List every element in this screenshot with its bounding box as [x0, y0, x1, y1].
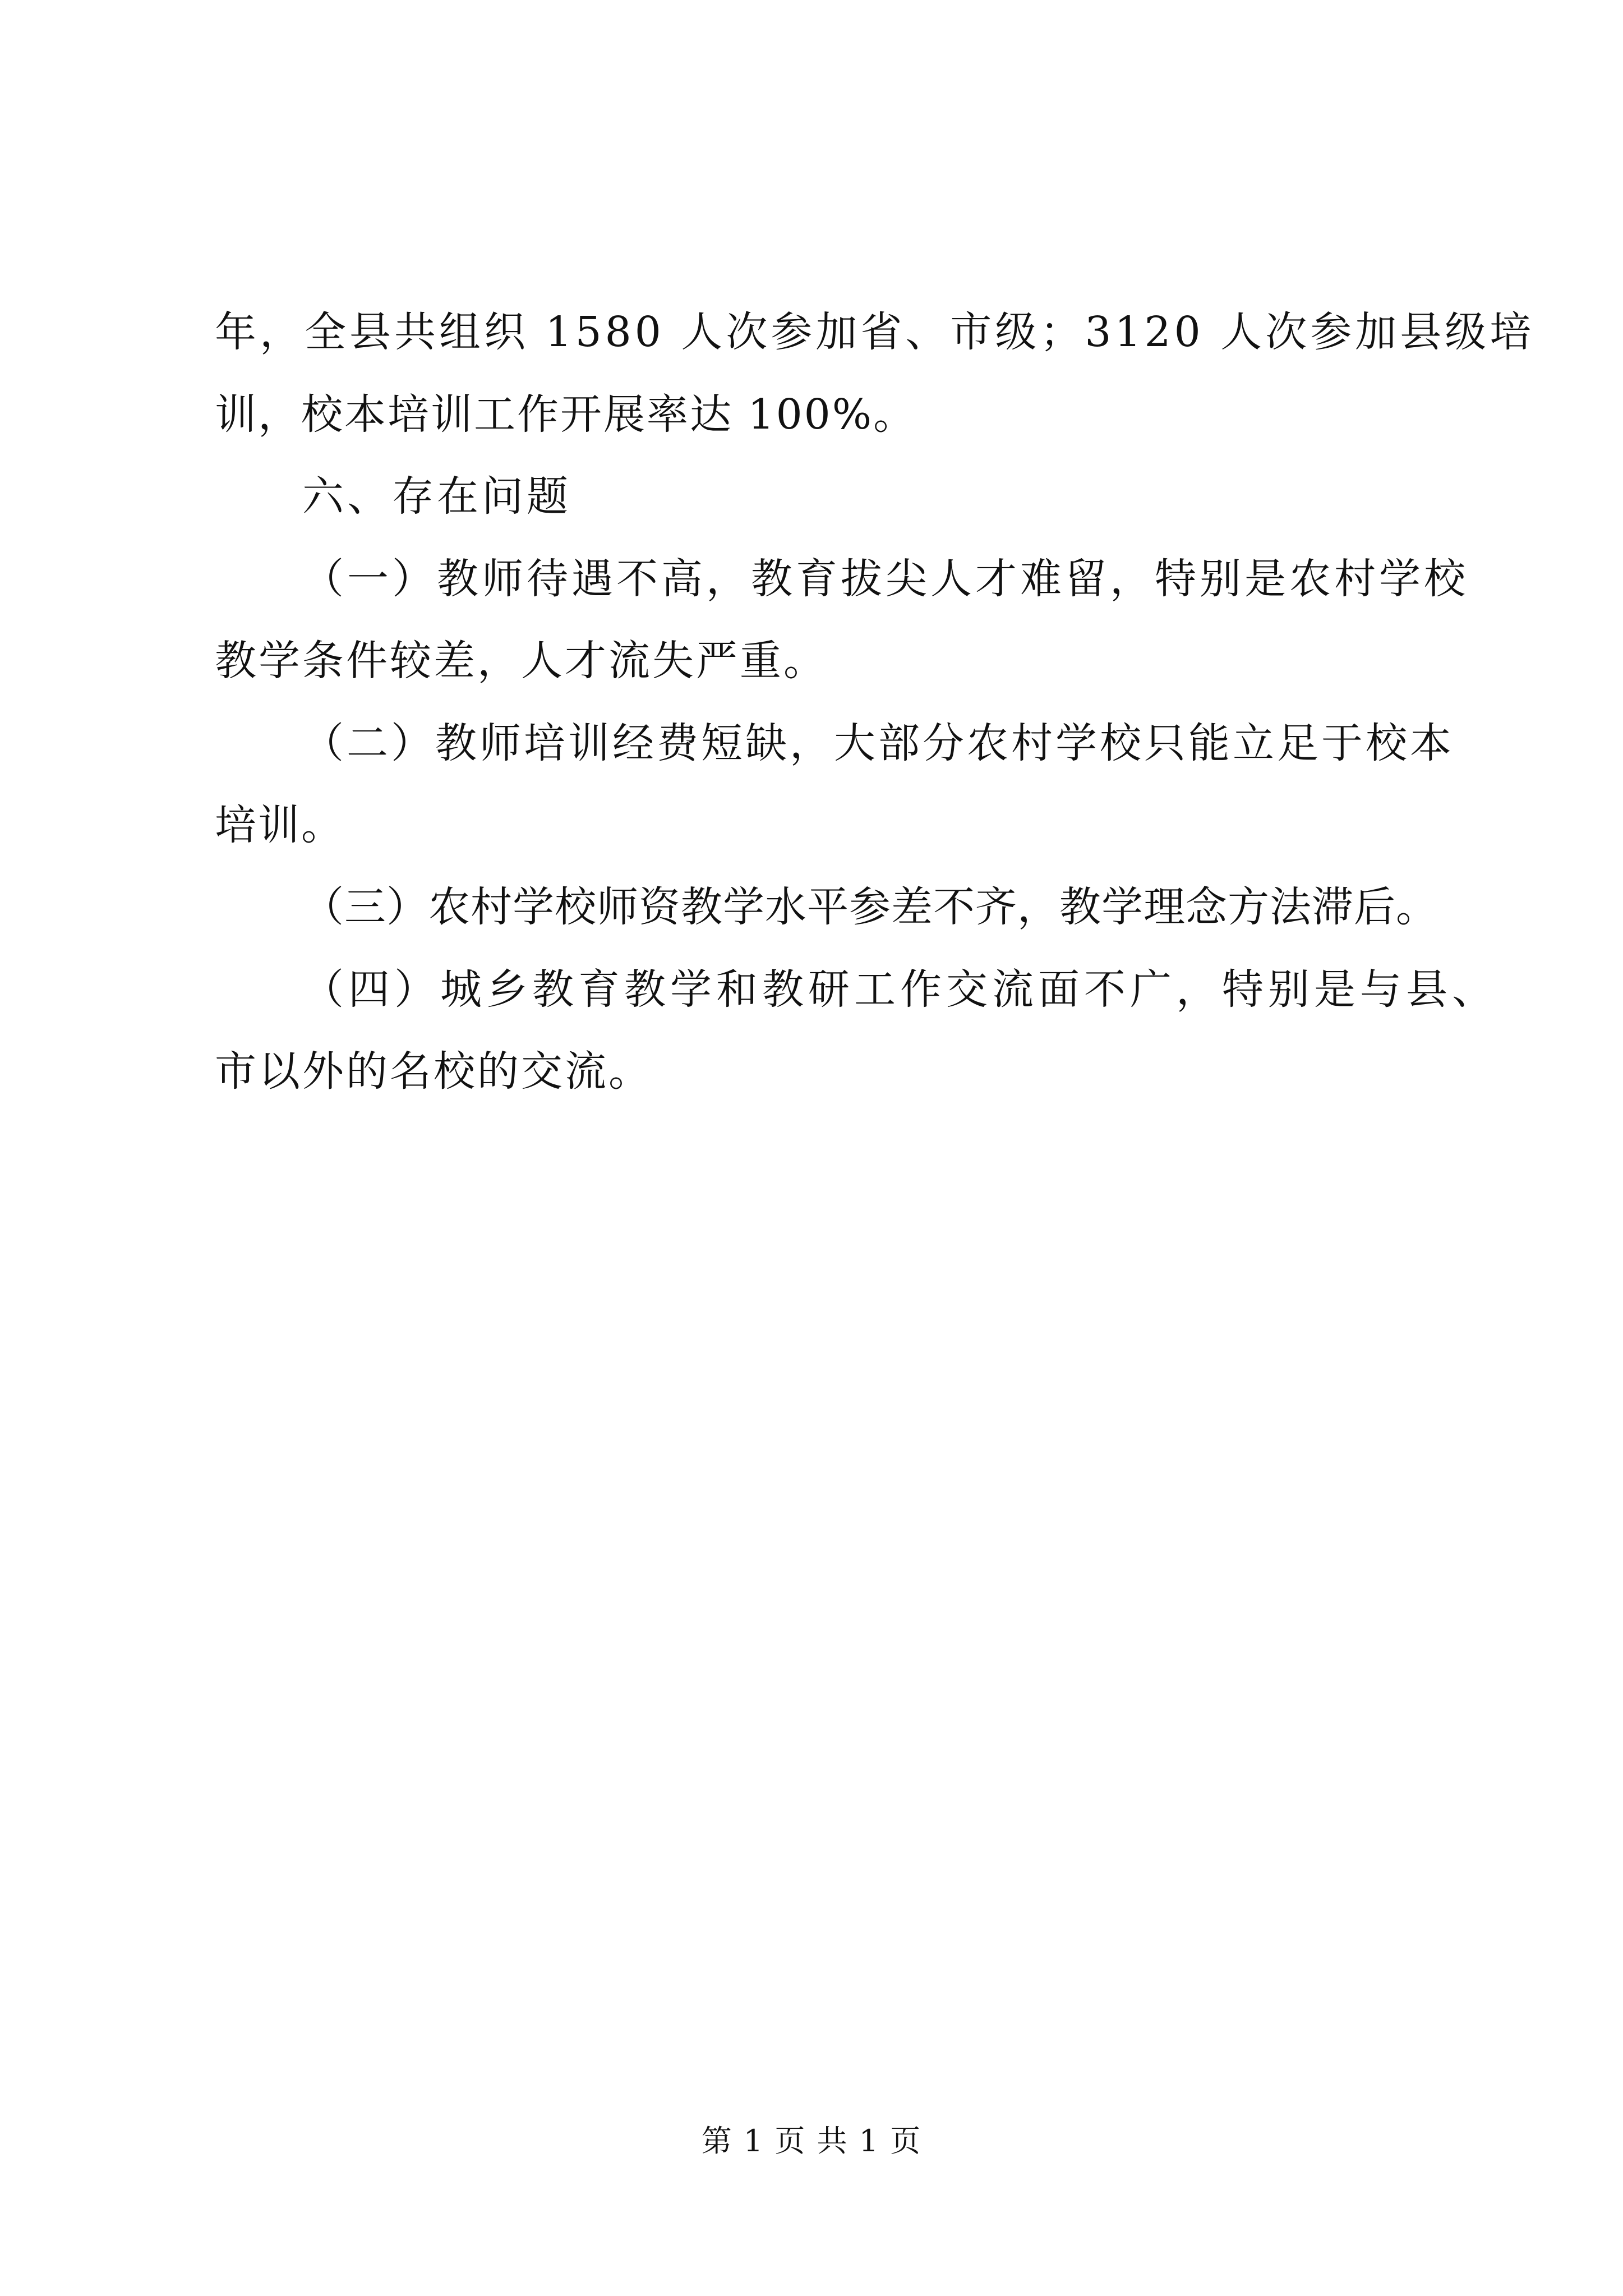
body-text-line: 教学条件较差，人才流失严重。 — [215, 637, 827, 685]
body-text-line: 市以外的名校的交流。 — [215, 1047, 652, 1096]
section-heading: 六、存在问题 — [302, 472, 571, 521]
page-number-footer: 第 1 页 共 1 页 — [701, 2123, 922, 2159]
body-text-line: （三）农村学校师资教学水平参差不齐，教学理念方法滞后。 — [302, 883, 1438, 931]
body-text-line: （四）城乡教育教学和教研工作交流面不广，特别是与县、 — [302, 965, 1498, 1014]
body-text-line: （二）教师培训经费短缺，大部分农村学校只能立足于校本 — [302, 719, 1454, 767]
body-text-line: （一）教师待遇不高，教育拔尖人才难留，特别是农村学校 — [302, 555, 1469, 603]
body-text-line: 训，校本培训工作开展率达 100%。 — [215, 390, 917, 439]
body-text-line: 培训。 — [215, 801, 344, 849]
body-text-line: 年，全县共组织 1580 人次参加省、市级；3120 人次参加县级培 — [215, 308, 1535, 356]
